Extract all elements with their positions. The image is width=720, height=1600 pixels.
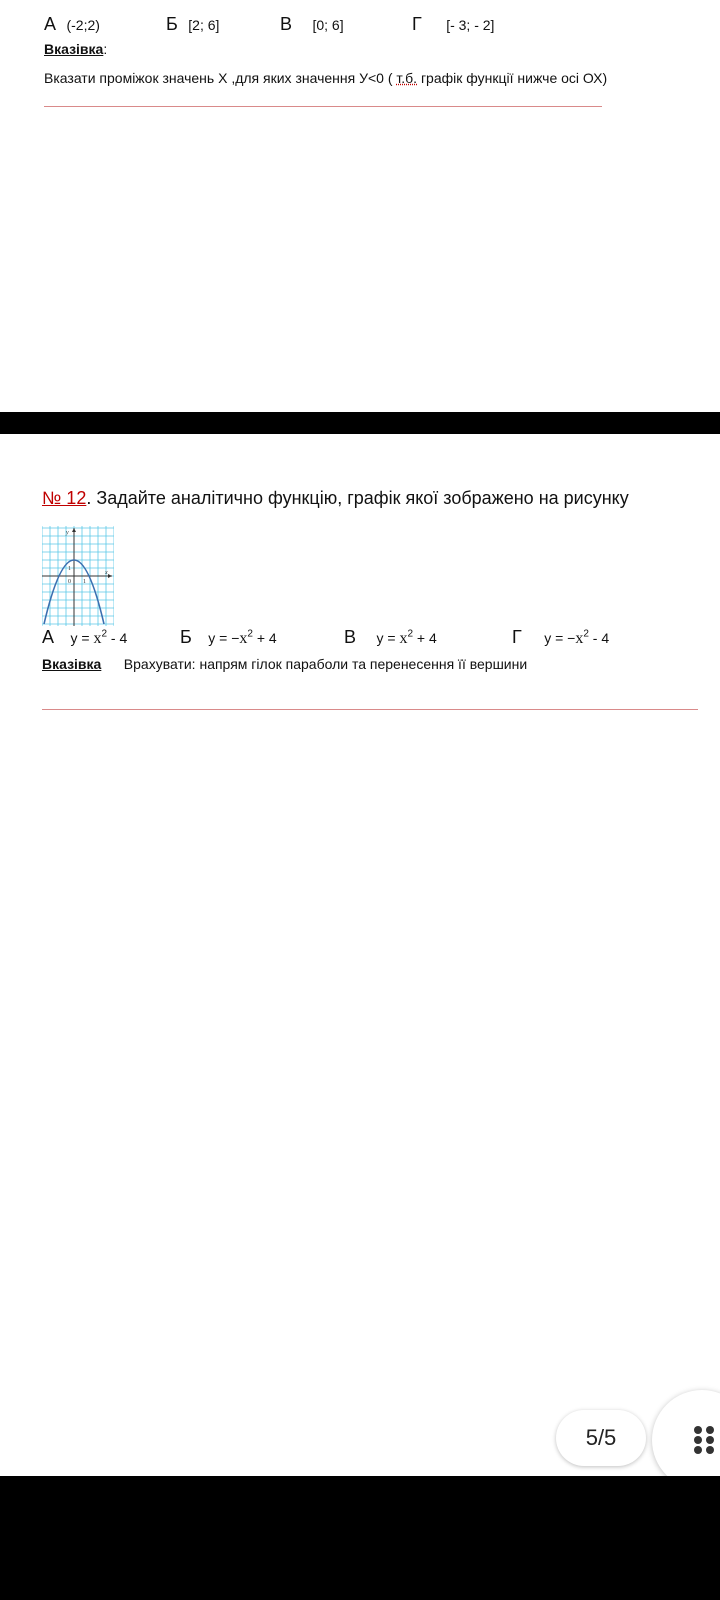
- y-axis-label: y: [66, 530, 69, 536]
- option-letter: В: [344, 627, 357, 647]
- task-dot: .: [86, 488, 92, 508]
- formula-option-b: [180, 627, 277, 648]
- option-letter: Г: [512, 627, 522, 647]
- hint-colon: :: [103, 41, 108, 57]
- task-title: [42, 488, 629, 509]
- x-axis-arrow-icon: [108, 574, 112, 578]
- x-unit-label: 1: [83, 579, 86, 585]
- task-text: Задайте аналітично функцію, графік якої зображено на рисунку: [91, 488, 629, 508]
- formula-exponent: 2: [101, 628, 107, 640]
- formula-base: x: [239, 630, 248, 647]
- hint-row: [42, 656, 527, 674]
- y-unit-label: 1: [68, 566, 71, 572]
- hint-label: Вказівка: [44, 41, 104, 57]
- formula-suffix: + 4: [252, 630, 277, 646]
- formula-exponent: 2: [407, 628, 413, 640]
- hint-text: [44, 70, 704, 86]
- divider-line: [42, 709, 698, 710]
- page-separator: [0, 412, 720, 434]
- y-axis-arrow-icon: [72, 528, 76, 532]
- formula-option-c: [344, 627, 437, 648]
- hint-text-part: Вказати проміжок значень Х ,для яких значення У<0 (: [44, 70, 397, 86]
- document-page-2: [0, 434, 720, 1474]
- origin-label: 0: [68, 579, 71, 585]
- option-letter: Б: [166, 14, 178, 34]
- answer-option-d: [412, 14, 494, 35]
- option-letter: А: [44, 14, 57, 34]
- formula-prefix: y =: [376, 630, 400, 646]
- answer-option-c: [280, 14, 344, 35]
- hint-text: Врахувати: напрям гілок параболи та перенесення її вершини: [123, 656, 528, 672]
- formula-base: x: [575, 630, 584, 647]
- formula-option-d: [512, 627, 609, 648]
- formula-exponent: 2: [247, 628, 253, 640]
- option-letter: Б: [180, 627, 192, 647]
- formula-prefix: y = −: [208, 630, 240, 646]
- formula-prefix: y = −: [544, 630, 576, 646]
- option-letter: Г: [412, 14, 422, 34]
- parabola-graph: [42, 526, 114, 626]
- divider-line: [44, 106, 602, 107]
- hint-label: Вказівка: [42, 656, 102, 672]
- hint-heading: [44, 41, 107, 59]
- document-page-1: [0, 0, 720, 412]
- task-number: № 12: [42, 488, 87, 508]
- hint-text-part: графік функції нижче осі ОХ): [417, 70, 608, 86]
- formula-prefix: y =: [70, 630, 94, 646]
- option-value: [- 3; - 2]: [446, 17, 495, 33]
- formula-base: x: [399, 630, 408, 647]
- bottom-black-area: [0, 1476, 720, 1600]
- page-indicator[interactable]: 5/5: [556, 1410, 646, 1466]
- x-axis-label: x: [105, 570, 108, 576]
- formula-option-a: [42, 627, 127, 648]
- formula-base: x: [93, 630, 102, 647]
- formula-exponent: 2: [583, 628, 589, 640]
- option-value: (-2;2): [66, 17, 100, 33]
- formula-suffix: - 4: [107, 630, 128, 646]
- option-value: [0; 6]: [312, 17, 344, 33]
- hint-abbreviation: т.б.: [396, 70, 418, 86]
- option-letter: А: [42, 627, 55, 647]
- option-value: [2; 6]: [188, 17, 220, 33]
- answer-option-b: [166, 14, 219, 35]
- answer-option-a: [44, 14, 100, 35]
- formula-suffix: + 4: [413, 630, 437, 646]
- formula-suffix: - 4: [588, 630, 610, 646]
- option-letter: В: [280, 14, 293, 34]
